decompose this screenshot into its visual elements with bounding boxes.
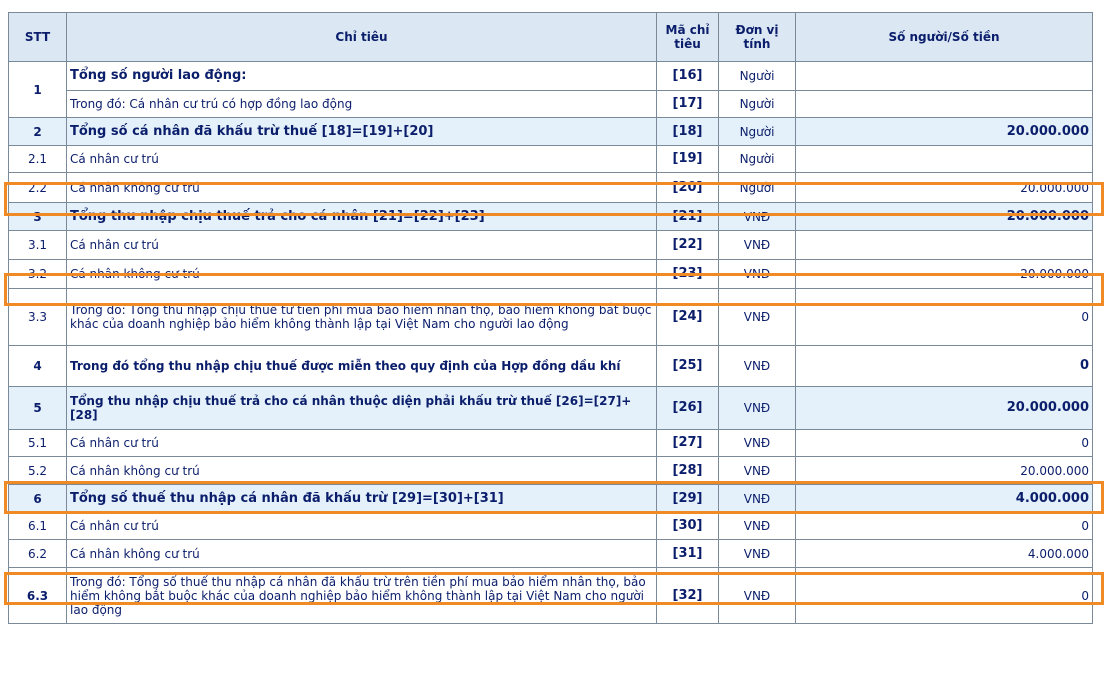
row-stt: 5.2 — [9, 457, 67, 485]
row-unit: VNĐ — [719, 231, 796, 260]
row-unit: VNĐ — [719, 568, 796, 624]
header-chi-tieu: Chỉ tiêu — [67, 13, 657, 62]
row-label: Tổng thu nhập chịu thuế trả cho cá nhân thuộc diện phải khấu trừ thuế [26]=[27]+[28] — [67, 387, 657, 430]
table-row — [9, 173, 1093, 203]
row-stt: 5 — [9, 387, 67, 430]
row-unit: VNĐ — [719, 540, 796, 568]
row-code: [31] — [657, 540, 719, 568]
row-stt: 1 — [9, 62, 67, 118]
row-stt: 5.1 — [9, 430, 67, 457]
row-code: [25] — [657, 346, 719, 387]
header-ma-chi-tieu-line1: Mã chỉ — [665, 23, 710, 37]
table-row — [9, 289, 1093, 346]
row-value-input[interactable]: 20.000.000 — [796, 173, 1093, 203]
row-label: Trong đó: Tổng số thuế thu nhập cá nhân đã khấu trừ trên tiền phí mua bảo hiểm nhân thọ, bảo hiểm không bắt buộc khác của doanh nghiệp bảo hiểm không thành lập tại Việt Nam cho người lao động — [67, 568, 657, 624]
row-stt: 4 — [9, 346, 67, 387]
row-label: Cá nhân cư trú — [67, 430, 657, 457]
row-code: [19] — [657, 146, 719, 173]
row-value-input[interactable]: 20.000.000 — [796, 260, 1093, 289]
row-unit: VNĐ — [719, 485, 796, 513]
row-stt: 2.2 — [9, 173, 67, 203]
row-label: Tổng số người lao động: — [67, 62, 657, 91]
row-unit: VNĐ — [719, 203, 796, 231]
row-unit: VNĐ — [719, 260, 796, 289]
row-stt: 2.1 — [9, 146, 67, 173]
row-unit: VNĐ — [719, 513, 796, 540]
row-unit: VNĐ — [719, 289, 796, 346]
row-label: Cá nhân cư trú — [67, 146, 657, 173]
table-row — [9, 146, 1093, 173]
row-code: [21] — [657, 203, 719, 231]
row-label: Tổng số thuế thu nhập cá nhân đã khấu trừ [29]=[30]+[31] — [67, 485, 657, 513]
table-row — [9, 91, 1093, 118]
row-value-input[interactable] — [796, 91, 1093, 118]
row-unit: VNĐ — [719, 387, 796, 430]
header-don-vi-line1: Đơn vị — [735, 23, 779, 37]
row-code: [20] — [657, 173, 719, 203]
tax-report-table — [8, 12, 1093, 624]
row-code: [16] — [657, 62, 719, 91]
row-value-input[interactable]: 0 — [796, 568, 1093, 624]
row-code: [29] — [657, 485, 719, 513]
row-unit: Người — [719, 62, 796, 91]
row-stt: 2 — [9, 118, 67, 146]
row-unit: Người — [719, 146, 796, 173]
row-label: Trong đó: Cá nhân cư trú có hợp đồng lao động — [67, 91, 657, 118]
table-row — [9, 231, 1093, 260]
row-unit: VNĐ — [719, 430, 796, 457]
row-unit: Người — [719, 118, 796, 146]
table-row — [9, 260, 1093, 289]
table-row — [9, 568, 1093, 624]
row-label: Cá nhân không cư trú — [67, 457, 657, 485]
row-stt: 3.3 — [9, 289, 67, 346]
row-label: Trong đó: Tổng thu nhập chịu thuế từ tiền phí mua bảo hiểm nhân thọ, bảo hiểm không bắt buộc khác của doanh nghiệp bảo hiểm không thành lập tại Việt Nam cho người lao động — [67, 289, 657, 346]
table-row — [9, 457, 1093, 485]
row-value-input[interactable]: 20.000.000 — [796, 457, 1093, 485]
row-value: 0 — [796, 346, 1093, 387]
row-code: [32] — [657, 568, 719, 624]
header-don-vi-line2: tính — [743, 37, 771, 51]
header-stt: STT — [9, 13, 67, 62]
row-unit: Người — [719, 91, 796, 118]
table-row — [9, 485, 1093, 513]
row-code: [23] — [657, 260, 719, 289]
header-row — [9, 13, 1093, 62]
row-value-input[interactable] — [796, 231, 1093, 260]
header-ma-chi-tieu-line2: tiêu — [674, 37, 701, 51]
row-code: [17] — [657, 91, 719, 118]
row-value: 20.000.000 — [796, 387, 1093, 430]
row-label: Cá nhân không cư trú — [67, 173, 657, 203]
row-value: 20.000.000 — [796, 203, 1093, 231]
table-row — [9, 513, 1093, 540]
header-don-vi — [719, 13, 796, 62]
table-row — [9, 62, 1093, 91]
row-value-input[interactable] — [796, 62, 1093, 91]
row-value: 20.000.000 — [796, 118, 1093, 146]
row-code: [26] — [657, 387, 719, 430]
row-code: [30] — [657, 513, 719, 540]
row-value-input[interactable]: 0 — [796, 513, 1093, 540]
row-stt: 3.2 — [9, 260, 67, 289]
row-stt: 3 — [9, 203, 67, 231]
row-code: [27] — [657, 430, 719, 457]
row-label: Tổng số cá nhân đã khấu trừ thuế [18]=[19]+[20] — [67, 118, 657, 146]
row-stt: 6.1 — [9, 513, 67, 540]
row-stt: 6.3 — [9, 568, 67, 624]
row-unit: Người — [719, 173, 796, 203]
table-row — [9, 118, 1093, 146]
row-label: Cá nhân không cư trú — [67, 540, 657, 568]
row-value: 4.000.000 — [796, 485, 1093, 513]
row-value-input[interactable]: 0 — [796, 430, 1093, 457]
row-label: Trong đó tổng thu nhập chịu thuế được miễn theo quy định của Hợp đồng dầu khí — [67, 346, 657, 387]
table-row — [9, 346, 1093, 387]
row-unit: VNĐ — [719, 346, 796, 387]
row-code: [18] — [657, 118, 719, 146]
row-code: [24] — [657, 289, 719, 346]
row-value-input[interactable]: 4.000.000 — [796, 540, 1093, 568]
row-stt: 6.2 — [9, 540, 67, 568]
row-label: Tổng thu nhập chịu thuế trả cho cá nhân [21]=[22]+[23] — [67, 203, 657, 231]
row-label: Cá nhân không cư trú — [67, 260, 657, 289]
row-stt: 6 — [9, 485, 67, 513]
row-code: [22] — [657, 231, 719, 260]
row-value-input[interactable]: 0 — [796, 289, 1093, 346]
row-label: Cá nhân cư trú — [67, 513, 657, 540]
tax-report-panel — [8, 12, 1093, 624]
table-row — [9, 387, 1093, 430]
table-row — [9, 203, 1093, 231]
table-row — [9, 430, 1093, 457]
header-ma-chi-tieu — [657, 13, 719, 62]
header-so-nguoi-so-tien: Số người/Số tiền — [796, 13, 1093, 62]
row-unit: VNĐ — [719, 457, 796, 485]
row-label: Cá nhân cư trú — [67, 231, 657, 260]
table-row — [9, 540, 1093, 568]
row-code: [28] — [657, 457, 719, 485]
row-value-input[interactable] — [796, 146, 1093, 173]
row-stt: 3.1 — [9, 231, 67, 260]
